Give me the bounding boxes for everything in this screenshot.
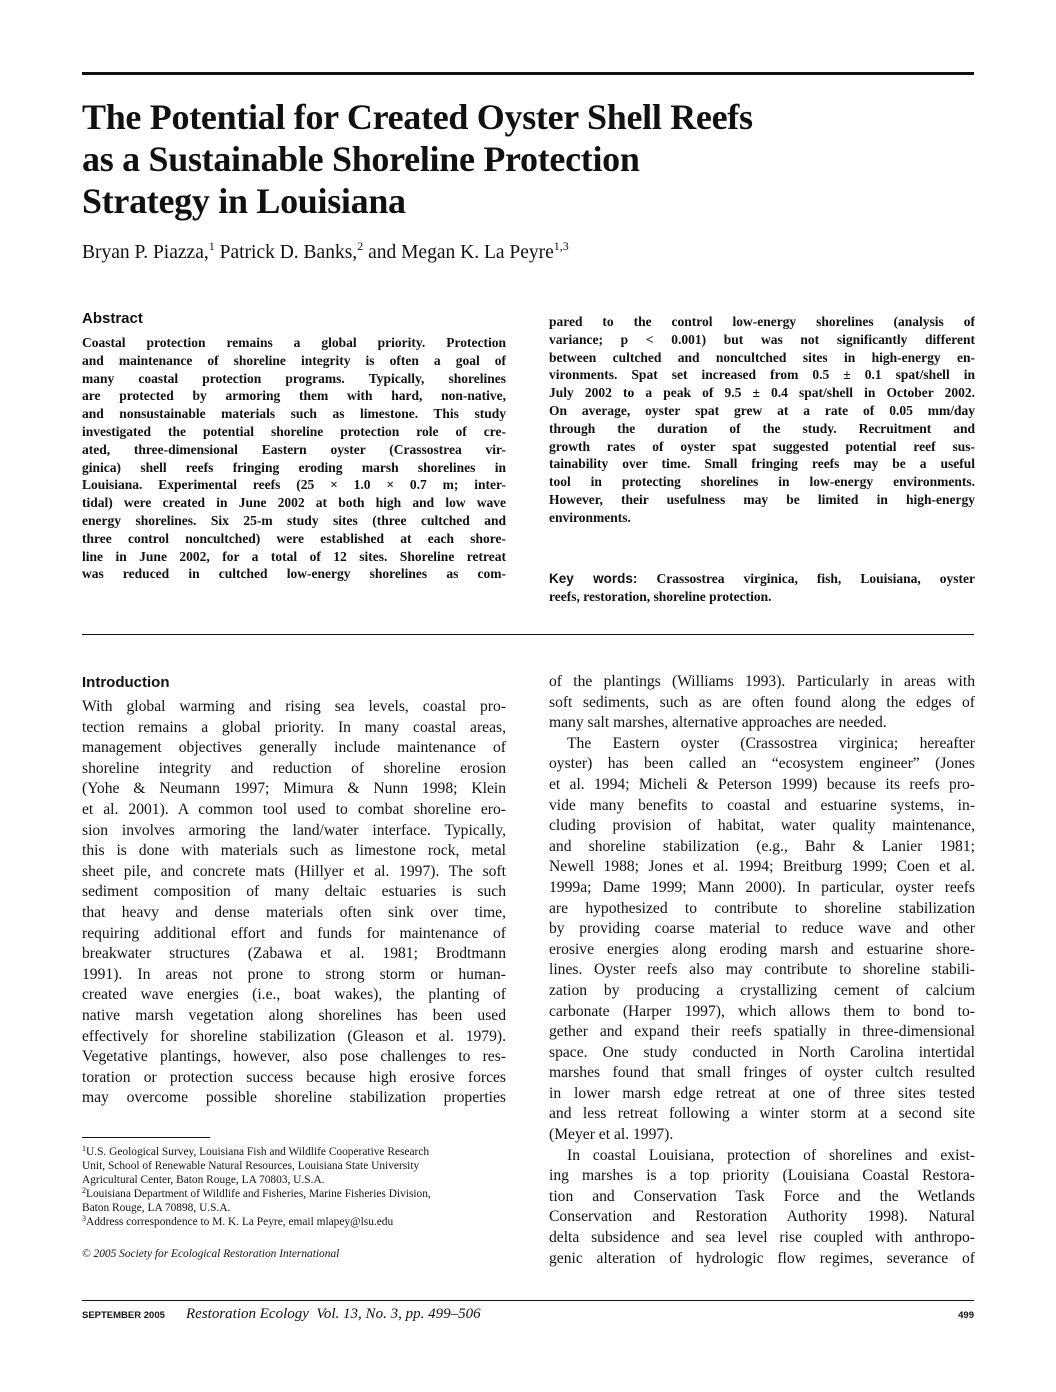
abstract-line: Coastal protection remains a global priority. Protection [82,335,506,350]
abstract-line: between cultched and noncultched sites in high-energy en- [549,349,975,365]
introduction-right-column [549,672,975,1269]
abstract-line: variance; p < 0.001) but was not significantly different [549,331,975,347]
body-line: requiring additional effort and funds for maintenance of [82,924,506,942]
footnote-mark: 3 [82,1214,86,1223]
body-line: shoreline integrity and reduction of shoreline erosion [82,759,506,777]
abstract-left-column [82,334,506,583]
footer-journal-citation: Restoration Ecology Vol. 13, No. 3, pp. 499–506 [186,1306,481,1322]
body-line: breakwater structures (Zabawa et al. 1981; Brodtmann [82,945,506,963]
article-title [82,96,902,222]
footnotes [82,1145,502,1229]
body-line: gether and expand their reefs spatially in three-dimensional [549,1023,975,1041]
body-line: in lower marsh edge retreat at one of three sites tested [549,1084,975,1102]
keywords [549,570,975,606]
body-line: created wave energies (i.e., boat wakes), the planting of [82,986,506,1004]
body-line: sion involves armoring the land/water interface. Typically, [82,821,506,839]
body-line: delta subsidence and sea level rise coupled with anthropo- [549,1229,975,1247]
abstract-line: pared to the control low-energy shorelines (analysis of [549,314,975,329]
abstract-line: and maintenance of shoreline integrity is often a goal of [82,352,506,368]
footnote-line [82,1215,502,1229]
author-affiliation-mark: 1,3 [553,239,569,253]
footnote-text: U.S. Geological Survey, Louisiana Fish and Wildlife Cooperative Research [86,1146,430,1158]
abstract-line: tool in protecting shorelines in low-energy environments. [549,474,975,490]
body-line: genic alteration of hydrologic flow regimes, severance of [549,1249,975,1267]
body-line: In coastal Louisiana, protection of shorelines and exist- [567,1146,975,1164]
footer-rule [82,1300,974,1301]
abstract-line: vironments. Spat set increased from 0.5 ± 0.1 spat/shell in [549,367,975,383]
footnote-mark: 1 [82,1144,86,1153]
abstract-line: are protected by armoring them with hard, non-native, [82,388,506,404]
body-line: that heavy and dense materials often sink over time, [82,903,506,921]
abstract-line: On average, oyster spat grew at a rate of 0.05 mm/day [549,402,975,418]
introduction-heading: Introduction [82,674,170,691]
author-name: Bryan P. Piazza, [82,242,209,263]
title-line: The Potential for Created Oyster Shell Reefs [82,97,753,137]
body-line: The Eastern oyster (Crassostrea virginica; hereafter [567,734,975,752]
copyright-notice: © 2005 Society for Ecological Restoration International [82,1248,340,1260]
body-line: marshes found that small fringes of oyster cultch resulted [549,1064,975,1082]
body-line: cluding provision of habitat, water quality maintenance, [549,817,975,835]
footnote-text: Address correspondence to M. K. La Peyre, email mlapey@lsu.edu [86,1216,394,1228]
abstract-line: and nonsustainable materials such as limestone. This study [82,406,506,422]
body-line: (Meyer et al. 1997). [549,1126,674,1144]
body-line: and shoreline stabilization (e.g., Bahr & Lanier 1981; [549,837,975,855]
body-line: many salt marshes, alternative approaches are needed. [549,714,887,732]
body-line: et al. 1994; Micheli & Peterson 1999) because its reefs pro- [549,775,975,793]
keywords-label: Key words: [549,571,638,586]
body-line: Conservation and Restoration Authority 1998). Natural [549,1208,975,1226]
author-name: Patrick D. Banks, [214,242,358,263]
body-line: native marsh vegetation along shorelines has been used [82,1006,506,1024]
abstract-line: many coastal protection programs. Typically, shorelines [82,370,506,386]
body-line: oyster) has been called an “ecosystem engineer” (Jones [549,755,975,773]
abstract-line: tainability over time. Small fringing reefs may be a useful [549,456,975,472]
footnote-line [82,1159,502,1173]
abstract-line: investigated the potential shoreline protection role of cre- [82,423,506,439]
author-name: and Megan K. La Peyre [363,242,554,263]
body-line: effectively for shoreline stabilization (Gleason et al. 1979). [82,1027,506,1045]
footnote-text: Agricultural Center, Baton Rouge, LA 70803, U.S.A. [82,1174,325,1186]
keywords-text: Crassostrea virginica, fish, Louisiana, oyster [637,571,975,586]
body-line: erosive energies along eroding marsh and estuarine shore- [549,940,975,958]
body-line: tion and Conservation Task Force and the Wetlands [549,1187,975,1205]
abstract-line: three control noncultched) were established at each shore- [82,530,506,546]
body-line: and less retreat following a winter storm at a second site [549,1105,975,1123]
section-divider [82,634,974,635]
abstract-line: growth rates of oyster spat suggested potential reef sus- [549,438,975,454]
top-rule [82,72,974,75]
body-line: toration or protection success because high erosive forces [82,1068,506,1086]
abstract-line: tidal) were created in June 2002 at both high and low wave [82,495,506,511]
body-line: of the plantings (Williams 1993). Particularly in areas with [549,673,975,690]
body-line: carbonate (Harper 1997), which allows them to bond to- [549,1002,975,1020]
abstract-right-column [549,313,975,527]
abstract-line: Louisiana. Experimental reefs (25 × 1.0 × 0.7 m; inter- [82,477,506,493]
body-line: zation by producing a crystallizing cement of calcium [549,981,975,999]
footnote-text: Unit, School of Renewable Natural Resources, Louisiana State University [82,1160,420,1172]
body-line: 1999a; Dame 1999; Mann 2000). In particular, oyster reefs [549,878,975,896]
abstract-line: line in June 2002, for a total of 12 sites. Shoreline retreat [82,548,506,564]
body-line: et al. 2001). A common tool used to combat shoreline ero- [82,800,506,818]
abstract-line: July 2002 to a peak of 9.5 ± 0.4 spat/shell in October 2002. [549,385,975,401]
introduction-left-column [82,697,506,1109]
body-line: With global warming and rising sea levels, coastal pro- [82,698,506,715]
page-number: 499 [958,1310,974,1321]
author-affiliation-mark: 1 [208,239,215,253]
body-line: may overcome possible shoreline stabilization properties [82,1089,506,1107]
body-line: soft sediments, such as are often found along the edges of [549,693,975,711]
body-line: vide many benefits to coastal and estuarine systems, in- [549,796,975,814]
body-line: are hypothesized to contribute to shoreline stabilization [549,899,975,917]
footer-issue-date: SEPTEMBER 2005 [82,1310,165,1321]
abstract-line: energy shorelines. Six 25-m study sites (three cultched and [82,512,506,528]
body-line: (Yohe & Neumann 1997; Mimura & Nunn 1998; Klein [82,780,506,798]
body-line: sediment composition of many deltaic estuaries is such [82,883,506,901]
abstract-line: ginica) shell reefs fringing eroding marsh shorelines in [82,459,506,475]
footnote-line [82,1145,502,1159]
footnote-text: Baton Rouge, LA 70898, U.S.A. [82,1202,231,1214]
body-line: ing marshes is a top priority (Louisiana Coastal Restora- [549,1167,975,1185]
abstract-line: ated, three-dimensional Eastern oyster (Crassostrea vir- [82,441,506,457]
abstract-line: However, their usefulness may be limited in high-energy [549,491,975,507]
author-affiliation-mark: 2 [357,239,364,253]
body-line: space. One study conducted in North Carolina intertidal [549,1043,975,1061]
footnote-text: Louisiana Department of Wildlife and Fisheries, Marine Fisheries Division, [86,1188,431,1200]
title-line: as a Sustainable Shoreline Protection [82,139,640,179]
body-line: this is done with materials such as limestone rock, metal [82,842,506,860]
footnote-mark: 2 [82,1186,86,1195]
footnote-line [82,1187,502,1201]
body-line: 1991). In areas not prone to strong storm or human- [82,965,506,983]
body-line: management objectives generally include maintenance of [82,739,506,757]
abstract-line: was reduced in cultched low-energy shorelines as com- [82,566,506,582]
body-line: Vegetative plantings, however, also pose challenges to res- [82,1048,506,1066]
keywords-text: reefs, restoration, shoreline protection. [549,588,772,604]
body-line: Newell 1988; Jones et al. 1994; Breitburg 1999; Coen et al. [549,858,975,876]
abstract-line: through the duration of the study. Recruitment and [549,420,975,436]
abstract-heading: Abstract [82,310,143,327]
body-line: by providing coarse material to reduce wave and other [549,920,975,938]
author-list [82,240,962,266]
body-line: lines. Oyster reefs also may contribute to shoreline stabili- [549,961,975,979]
footnote-line [82,1173,502,1187]
footnote-line [82,1201,502,1215]
footnote-rule [82,1137,210,1138]
page-footer [82,1306,974,1326]
body-line: tection remains a global priority. In many coastal areas, [82,718,506,736]
title-line: Strategy in Louisiana [82,181,406,221]
body-line: sheet pile, and concrete mats (Hillyer et al. 1997). The soft [82,862,506,880]
abstract-line: environments. [549,509,631,525]
